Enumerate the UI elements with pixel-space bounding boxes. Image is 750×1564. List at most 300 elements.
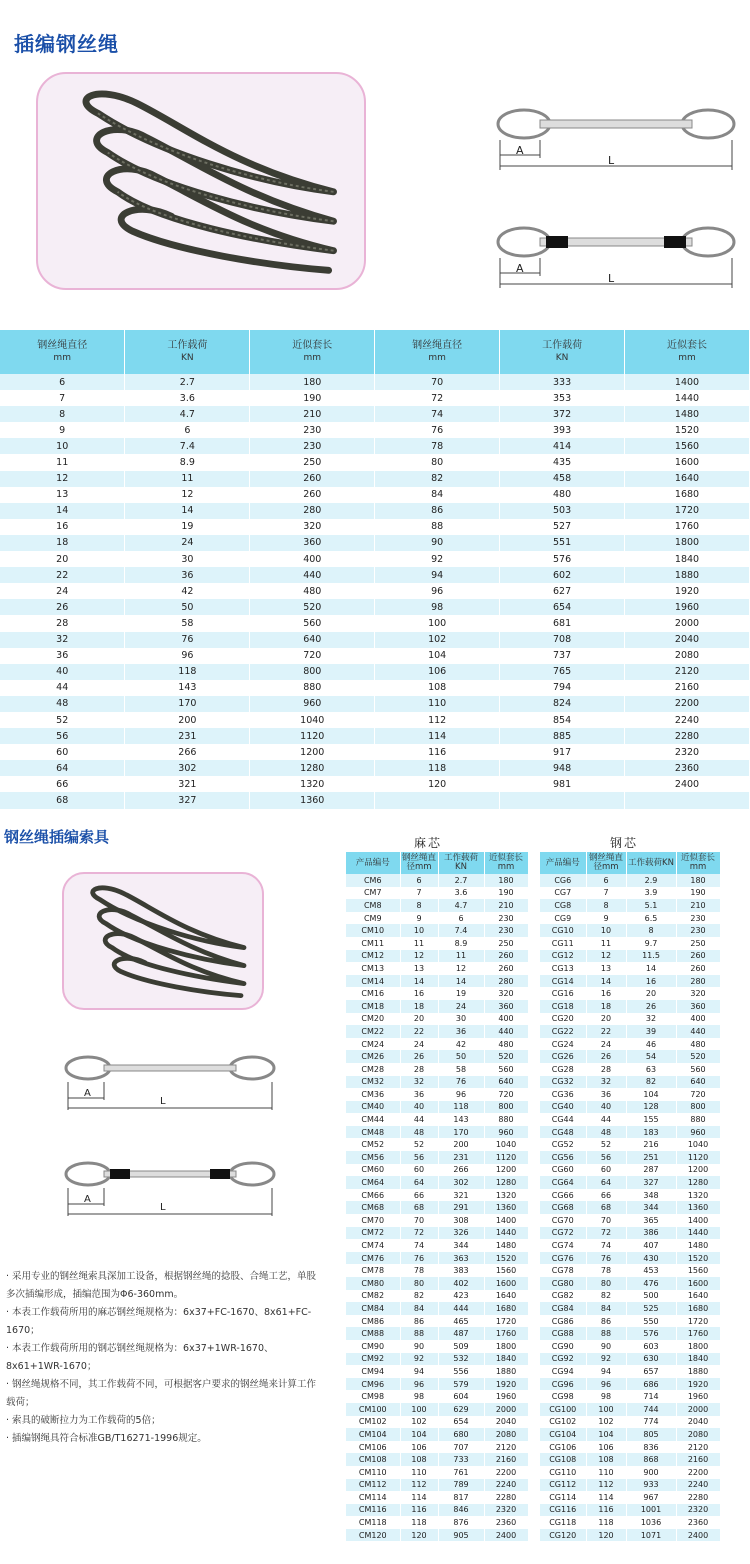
table-cell: 112	[375, 712, 500, 728]
table-cell: CM16	[346, 987, 400, 1000]
table-cell: 230	[676, 912, 720, 925]
table-cell: 52	[400, 1138, 438, 1151]
table-cell: CM100	[346, 1403, 400, 1416]
table-cell: 266	[125, 744, 250, 760]
table-row	[346, 1050, 528, 1063]
table-cell: CM116	[346, 1504, 400, 1517]
table-cell: 26	[586, 1050, 626, 1063]
table-cell: 1040	[676, 1138, 720, 1151]
column-header	[375, 330, 500, 374]
table-cell: 120	[586, 1529, 626, 1542]
table-cell: 880	[250, 680, 375, 696]
table-cell: 465	[438, 1315, 484, 1328]
table-cell: 120	[375, 776, 500, 792]
table-cell: 100	[375, 615, 500, 631]
table-cell: 7	[400, 887, 438, 900]
table-cell: CM118	[346, 1516, 400, 1529]
table-cell: 64	[586, 1176, 626, 1189]
table-cell: 2160	[625, 680, 750, 696]
table-cell: 876	[438, 1516, 484, 1529]
table-cell: CG78	[540, 1264, 586, 1277]
table-cell: 110	[586, 1466, 626, 1479]
table-row	[346, 1403, 528, 1416]
table-cell: 68	[400, 1201, 438, 1214]
table-cell: 118	[125, 664, 250, 680]
table-cell: 32	[626, 1013, 676, 1026]
table-cell: 230	[484, 912, 528, 925]
table-cell: 143	[125, 680, 250, 696]
table-cell: CM104	[346, 1428, 400, 1441]
table-cell: 10	[400, 924, 438, 937]
table-cell: 321	[125, 776, 250, 792]
table-cell: 106	[375, 664, 500, 680]
table-cell: 365	[626, 1214, 676, 1227]
table-row	[0, 664, 750, 680]
table-cell: 1480	[676, 1239, 720, 1252]
table-row	[0, 583, 750, 599]
table-cell: 604	[438, 1390, 484, 1403]
table-cell: CM52	[346, 1138, 400, 1151]
table-cell: 250	[250, 454, 375, 470]
table-cell: 1040	[250, 712, 375, 728]
table-row	[540, 1302, 720, 1315]
table-cell: 2240	[625, 712, 750, 728]
table-cell: CM14	[346, 975, 400, 988]
table-row	[0, 696, 750, 712]
table-cell: 1680	[625, 487, 750, 503]
table-cell: 2240	[676, 1479, 720, 1492]
table-cell: 500	[626, 1290, 676, 1303]
table-cell: CG104	[540, 1428, 586, 1441]
table-cell: CM60	[346, 1164, 400, 1177]
table-cell: 707	[438, 1441, 484, 1454]
table-cell: 480	[484, 1038, 528, 1051]
table-cell: CG84	[540, 1302, 586, 1315]
table-cell: CG112	[540, 1479, 586, 1492]
section-title-2: 钢丝绳插编索具	[4, 828, 110, 846]
table-cell: 12	[438, 962, 484, 975]
table-cell: 503	[500, 503, 625, 519]
table-cell: 854	[500, 712, 625, 728]
table-cell: 114	[400, 1491, 438, 1504]
table-cell: 430	[626, 1252, 676, 1265]
table-cell: 520	[250, 599, 375, 615]
table-cell: 400	[676, 1013, 720, 1026]
table-cell: 1840	[625, 551, 750, 567]
table-cell: 360	[676, 1000, 720, 1013]
table-cell: 720	[676, 1088, 720, 1101]
table-cell: 40	[0, 664, 125, 680]
table-cell: 1320	[250, 776, 375, 792]
table-cell: CG36	[540, 1088, 586, 1101]
table-cell: CM86	[346, 1315, 400, 1328]
table-cell	[375, 792, 500, 808]
table-row	[0, 454, 750, 470]
table-cell: 576	[500, 551, 625, 567]
table-cell: 2120	[625, 664, 750, 680]
table-cell: 26	[626, 1000, 676, 1013]
table-cell: 20	[586, 1013, 626, 1026]
table-cell: 2.7	[438, 874, 484, 887]
table-row	[346, 1441, 528, 1454]
table-cell: 76	[400, 1252, 438, 1265]
table-cell: 556	[438, 1365, 484, 1378]
table-cell: 487	[438, 1327, 484, 1340]
table-cell: 86	[586, 1315, 626, 1328]
table-row	[540, 987, 720, 1000]
table-cell: 64	[400, 1176, 438, 1189]
wire-rope-image	[38, 74, 364, 288]
table-cell: 560	[484, 1063, 528, 1076]
table-cell: 6.5	[626, 912, 676, 925]
table-cell: 96	[586, 1378, 626, 1391]
table-cell: 2280	[676, 1491, 720, 1504]
table-cell: 6	[400, 874, 438, 887]
table-cell: 118	[586, 1516, 626, 1529]
table-cell: 520	[676, 1050, 720, 1063]
table-cell: 26	[400, 1050, 438, 1063]
table-cell: 22	[586, 1025, 626, 1038]
table-cell: CG18	[540, 1000, 586, 1013]
table-cell: CG52	[540, 1138, 586, 1151]
column-header-label: 工作载荷	[167, 340, 208, 351]
table-cell: 360	[250, 535, 375, 551]
note-item: · 插编钢绳具符合标准GB/T16271-1996规定。	[6, 1433, 207, 1444]
table-cell: 686	[626, 1378, 676, 1391]
table-cell: 210	[250, 406, 375, 422]
table-row	[540, 1479, 720, 1492]
table-cell: CG120	[540, 1529, 586, 1542]
table-cell: 70	[375, 374, 500, 390]
table-cell: 1640	[625, 471, 750, 487]
table-cell: 1680	[676, 1302, 720, 1315]
table-cell: 1600	[484, 1277, 528, 1290]
table-cell: 82	[375, 471, 500, 487]
table-row	[346, 1315, 528, 1328]
table-cell: 800	[250, 664, 375, 680]
table-row	[346, 975, 528, 988]
table-cell: 118	[438, 1101, 484, 1114]
table-cell: 260	[484, 962, 528, 975]
table-cell: 12	[125, 487, 250, 503]
dimension-a-label: A	[84, 1194, 91, 1205]
table-row	[0, 792, 750, 808]
table-cell: 180	[484, 874, 528, 887]
table-row	[346, 1264, 528, 1277]
table-cell: 817	[438, 1491, 484, 1504]
table-cell: 327	[626, 1176, 676, 1189]
table-cell: 116	[586, 1504, 626, 1517]
table-cell: 326	[438, 1227, 484, 1240]
table-row	[346, 1038, 528, 1051]
table-cell: 180	[250, 374, 375, 390]
table-cell: 2.9	[626, 874, 676, 887]
table-cell: CG44	[540, 1113, 586, 1126]
table-cell: 654	[438, 1416, 484, 1429]
table-cell: 104	[400, 1428, 438, 1441]
table-cell: 576	[626, 1327, 676, 1340]
table-cell: 230	[676, 924, 720, 937]
column-header-label: 钢丝绳直径	[37, 340, 88, 351]
table-cell: 200	[125, 712, 250, 728]
table-cell: 66	[0, 776, 125, 792]
table-cell: 7	[586, 887, 626, 900]
table-cell: CM10	[346, 924, 400, 937]
table-row	[346, 1176, 528, 1189]
table-cell: 74	[400, 1239, 438, 1252]
table-cell: 56	[0, 728, 125, 744]
column-header-unit: KN	[555, 353, 569, 363]
table-cell: 72	[400, 1227, 438, 1240]
table-cell: 102	[586, 1416, 626, 1429]
table-cell: 1200	[484, 1164, 528, 1177]
table-cell: 112	[586, 1479, 626, 1492]
table-cell: 444	[438, 1302, 484, 1315]
table-cell: 480	[250, 583, 375, 599]
table-cell: 58	[125, 615, 250, 631]
table-row	[540, 1126, 720, 1139]
table-row	[346, 1138, 528, 1151]
table-row	[346, 1189, 528, 1202]
table-cell: CG26	[540, 1050, 586, 1063]
note-item: · 采用专业的钢丝绳索具深加工设备，根据钢丝绳的捻股、合绳工艺，单股多次插编形成，插编范围为Φ6-360mm。	[6, 1271, 317, 1300]
table-cell: 1280	[250, 760, 375, 776]
table-cell: 9	[0, 422, 125, 438]
table-cell: CG20	[540, 1013, 586, 1026]
table-cell: 28	[586, 1063, 626, 1076]
table-row	[346, 1025, 528, 1038]
table-cell: 48	[400, 1126, 438, 1139]
table-row	[346, 1013, 528, 1026]
table-cell: 8	[0, 406, 125, 422]
table-cell: CG98	[540, 1390, 586, 1403]
table-cell: 14	[586, 975, 626, 988]
table-cell: 42	[125, 583, 250, 599]
table-cell: 94	[375, 567, 500, 583]
table-cell: 560	[676, 1063, 720, 1076]
table-cell: CG8	[540, 899, 586, 912]
table-row	[540, 1063, 720, 1076]
table-cell: 1520	[625, 422, 750, 438]
table-row	[540, 1353, 720, 1366]
table-row	[540, 1239, 720, 1252]
table-row	[540, 1441, 720, 1454]
table-cell: 110	[400, 1466, 438, 1479]
table-cell: 868	[626, 1453, 676, 1466]
table-cell	[500, 792, 625, 808]
table-row	[540, 975, 720, 988]
table-cell: CG9	[540, 912, 586, 925]
table-cell: 308	[438, 1214, 484, 1227]
table-cell: CG60	[540, 1164, 586, 1177]
table-cell: 58	[438, 1063, 484, 1076]
table-cell: 372	[500, 406, 625, 422]
hemp-core-table	[346, 852, 529, 1541]
table-cell: 42	[438, 1038, 484, 1051]
table-cell: 344	[626, 1201, 676, 1214]
table-cell: CM32	[346, 1076, 400, 1089]
table-cell: 2320	[676, 1504, 720, 1517]
table-row	[540, 912, 720, 925]
table-cell: 900	[626, 1466, 676, 1479]
table-cell: 1720	[625, 503, 750, 519]
table-cell: 2000	[484, 1403, 528, 1416]
table-cell: 579	[438, 1378, 484, 1391]
table-cell: 72	[586, 1227, 626, 1240]
table-row	[346, 1466, 528, 1479]
table-cell: CM82	[346, 1290, 400, 1303]
table-cell: 30	[125, 551, 250, 567]
sling-diagram-bottom	[496, 218, 736, 298]
table-cell: 414	[500, 438, 625, 454]
table-row	[540, 1176, 720, 1189]
table-cell: CM22	[346, 1025, 400, 1038]
column-header	[250, 330, 375, 374]
table-cell: CM94	[346, 1365, 400, 1378]
table-row	[540, 1101, 720, 1114]
table-cell: 774	[626, 1416, 676, 1429]
table-row	[346, 987, 528, 1000]
table-cell: 88	[586, 1327, 626, 1340]
table-cell: 1640	[484, 1290, 528, 1303]
table-row	[346, 1327, 528, 1340]
table-cell: 1040	[484, 1138, 528, 1151]
table-cell: 60	[400, 1164, 438, 1177]
table-cell: 86	[375, 503, 500, 519]
table-cell: 100	[586, 1403, 626, 1416]
column-header-unit: KN	[181, 353, 194, 363]
table-cell: 805	[626, 1428, 676, 1441]
table-cell: 88	[400, 1327, 438, 1340]
table-cell: 1320	[484, 1189, 528, 1202]
table-cell: 90	[586, 1340, 626, 1353]
table-row	[346, 1227, 528, 1240]
table-cell: 1320	[676, 1189, 720, 1202]
table-cell: CM18	[346, 1000, 400, 1013]
table-cell: 1520	[484, 1252, 528, 1265]
table-row	[0, 551, 750, 567]
table-cell: CM6	[346, 874, 400, 887]
table-cell: CG88	[540, 1327, 586, 1340]
table-cell: 960	[250, 696, 375, 712]
table-cell: 63	[626, 1063, 676, 1076]
table-cell: 1200	[250, 744, 375, 760]
table-cell: 905	[438, 1529, 484, 1542]
table-cell: 353	[500, 390, 625, 406]
table-cell: 84	[375, 487, 500, 503]
table-cell: 90	[400, 1340, 438, 1353]
table-cell: 72	[375, 390, 500, 406]
table-cell: 24	[438, 1000, 484, 1013]
table-cell: 18	[0, 535, 125, 551]
table-cell: 70	[400, 1214, 438, 1227]
table-cell: 28	[400, 1063, 438, 1076]
table-cell: 18	[400, 1000, 438, 1013]
table-cell: 657	[626, 1365, 676, 1378]
table-cell: 630	[626, 1353, 676, 1366]
table-cell: 967	[626, 1491, 676, 1504]
table-cell: 1071	[626, 1529, 676, 1542]
table-cell: 1001	[626, 1504, 676, 1517]
table-cell: 231	[125, 728, 250, 744]
table-cell: 50	[438, 1050, 484, 1063]
table-cell: 1640	[676, 1290, 720, 1303]
table-cell: 789	[438, 1479, 484, 1492]
table-cell: 800	[484, 1101, 528, 1114]
table-cell: 2320	[484, 1504, 528, 1517]
table-cell: 2040	[676, 1416, 720, 1429]
table-cell: 170	[438, 1126, 484, 1139]
table-cell: 84	[586, 1302, 626, 1315]
table-cell: CG72	[540, 1227, 586, 1240]
table-cell: 22	[400, 1025, 438, 1038]
table-cell: 76	[125, 632, 250, 648]
table-cell: 680	[438, 1428, 484, 1441]
table-cell: 453	[626, 1264, 676, 1277]
table-cell: 333	[500, 374, 625, 390]
table-cell: CM98	[346, 1390, 400, 1403]
table-cell: CM76	[346, 1252, 400, 1265]
table-cell: CM66	[346, 1189, 400, 1202]
table-cell: CG96	[540, 1378, 586, 1391]
table-row	[346, 874, 528, 887]
table-cell: 960	[676, 1126, 720, 1139]
table-cell: 2040	[625, 632, 750, 648]
table-row	[0, 680, 750, 696]
table-row	[0, 374, 750, 390]
column-header: 产品编号	[540, 852, 586, 874]
table-row	[346, 1340, 528, 1353]
dimension-a-label: A	[516, 262, 524, 275]
table-cell: 24	[400, 1038, 438, 1051]
table-cell: 94	[400, 1365, 438, 1378]
table-cell: 52	[586, 1138, 626, 1151]
table-row	[540, 1138, 720, 1151]
table-cell: 64	[0, 760, 125, 776]
table-cell: 603	[626, 1340, 676, 1353]
table-row	[540, 1227, 720, 1240]
table-cell: CM106	[346, 1441, 400, 1454]
table-cell: 90	[375, 535, 500, 551]
table-cell: 260	[250, 487, 375, 503]
table-row	[540, 1403, 720, 1416]
table-cell: 2400	[484, 1529, 528, 1542]
table-row	[346, 1239, 528, 1252]
table-cell: 8	[400, 899, 438, 912]
column-header-unit: mm	[53, 353, 71, 363]
table-row	[346, 1000, 528, 1013]
table-cell: 1120	[676, 1151, 720, 1164]
table-cell: 7.4	[125, 438, 250, 454]
table-cell: 116	[400, 1504, 438, 1517]
table-cell: 1480	[625, 406, 750, 422]
table-cell: 190	[250, 390, 375, 406]
table-row	[346, 1126, 528, 1139]
table-cell: 846	[438, 1504, 484, 1517]
table-row	[0, 471, 750, 487]
table-cell: CM120	[346, 1529, 400, 1542]
table-cell: 190	[484, 887, 528, 900]
table-cell: 46	[626, 1038, 676, 1051]
table-cell: 13	[0, 487, 125, 503]
table-cell: 794	[500, 680, 625, 696]
table-row	[0, 390, 750, 406]
table-cell: 1360	[484, 1201, 528, 1214]
table-cell: 230	[250, 438, 375, 454]
table-cell: 880	[676, 1113, 720, 1126]
table-cell: CG56	[540, 1151, 586, 1164]
table-cell: 402	[438, 1277, 484, 1290]
